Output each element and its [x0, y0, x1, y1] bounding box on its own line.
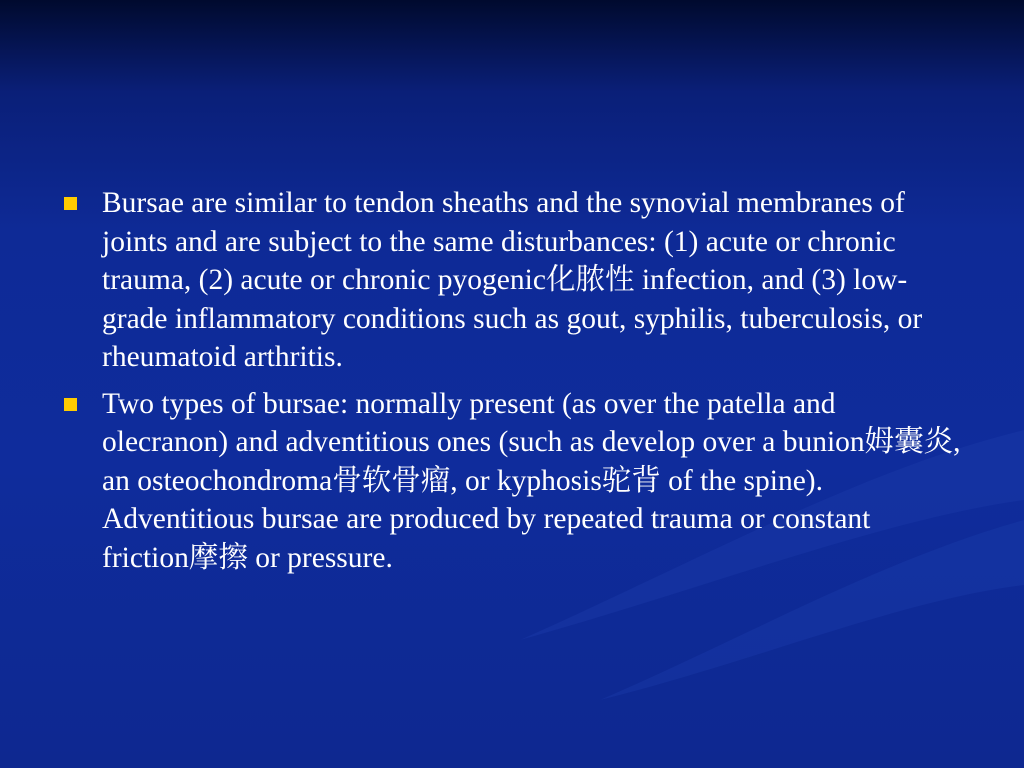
bullet-text: Two types of bursae: normally present (as over the patella and olecranon) and adventitious ones (such as develop over a bunion姆囊炎, an osteochondroma骨软骨瘤, or kyphosis驼背 of the spine). Adventitious bursae are produced by repeated trauma or constant friction摩擦 or pressure.: [102, 387, 961, 574]
bullet-text: Bursae are similar to tendon sheaths and the synovial membranes of joints and are subject to the same disturbances: (1) acute or chronic trauma, (2) acute or chronic pyogenic化脓性 infection, and (3) low-grade inflammatory conditions such as gout, syphilis, tuberculosis, or rheumatoid arthritis.: [102, 187, 923, 373]
bullet-item: [62, 385, 962, 578]
square-bullet-icon: [64, 398, 77, 411]
bullet-list: [62, 184, 962, 585]
bullet-item: [62, 184, 962, 377]
square-bullet-icon: [64, 197, 77, 210]
